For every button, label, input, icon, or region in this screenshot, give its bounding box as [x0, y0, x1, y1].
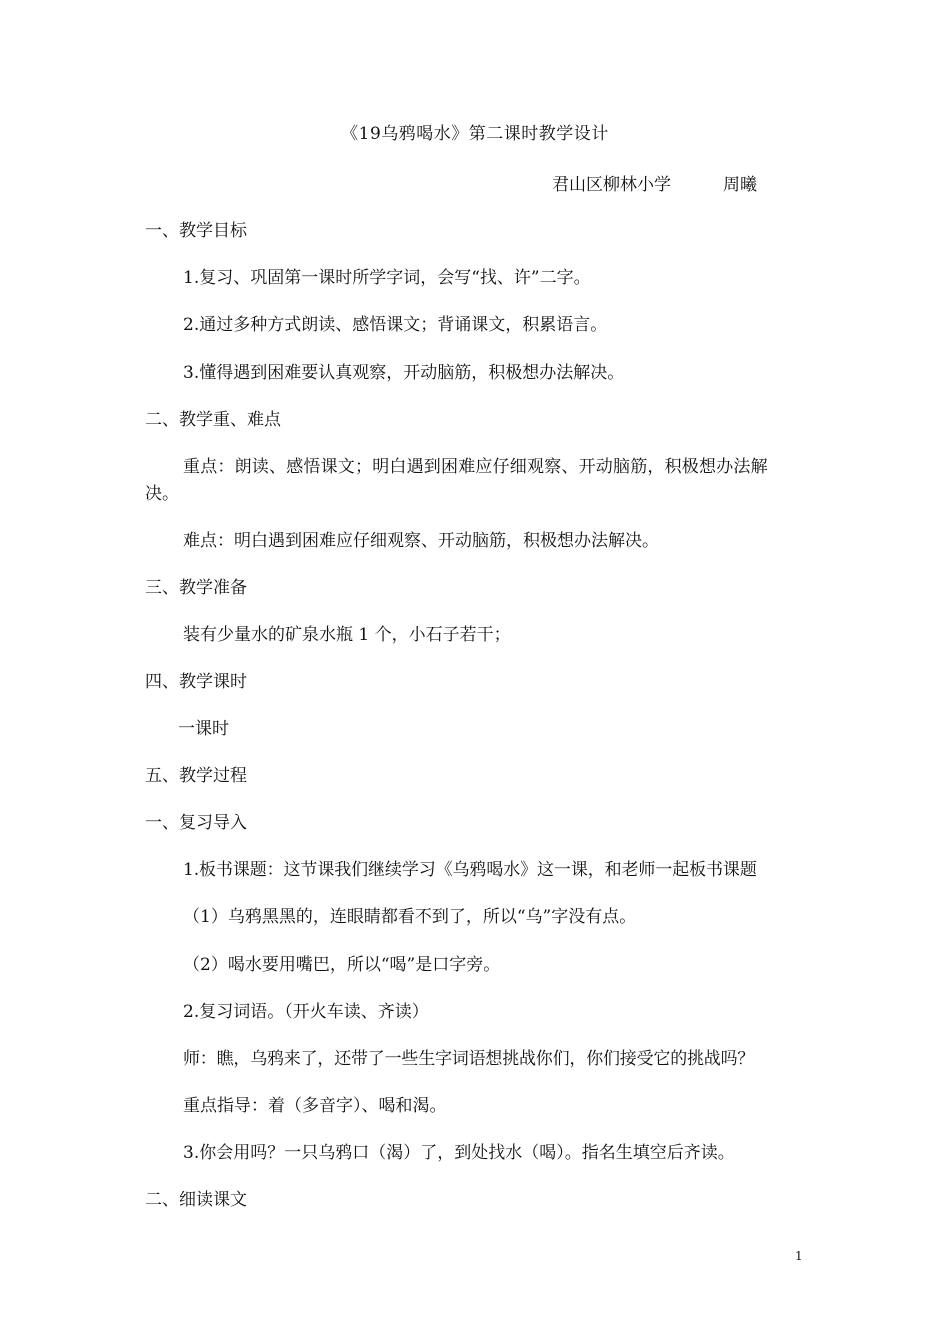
author-name: 周曦	[723, 175, 757, 195]
paragraph: 装有少量水的矿泉水瓶 1 个，小石子若干；	[183, 625, 511, 645]
section-heading: 四、教学课时	[145, 672, 247, 692]
paragraph: 重点指导：着（多音字）、喝和渴。	[183, 1096, 447, 1116]
paragraph: 1.板书课题：这节课我们继续学习《乌鸦喝水》这一课，和老师一起板书课题	[183, 860, 757, 880]
paragraph: （2）喝水要用嘴巴，所以“喝”是口字旁。	[183, 955, 501, 975]
author-line	[552, 174, 757, 196]
paragraph: 3.你会用吗？一只乌鸦口（渴）了，到处找水（喝）。指名生填空后齐读。	[183, 1143, 735, 1163]
section-heading: 三、教学准备	[145, 578, 247, 598]
paragraph: 3.懂得遇到困难要认真观察，开动脑筋，积极想办法解决。	[183, 363, 625, 383]
paragraph: 1.复习、巩固第一课时所学字词，会写“找、许”二字。	[183, 268, 591, 288]
paragraph-continuation: 决。	[145, 484, 179, 504]
section-heading: 一、教学目标	[145, 221, 247, 241]
section-heading: 二、细读课文	[145, 1190, 247, 1210]
paragraph: （1）乌鸦黑黑的，连眼睛都看不到了，所以“乌”字没有点。	[183, 907, 637, 927]
section-heading: 一、复习导入	[145, 813, 247, 833]
page-number: 1	[795, 1249, 803, 1263]
paragraph: 一课时	[178, 719, 229, 739]
paragraph: 2.复习词语。（开火车读、齐读）	[183, 1002, 429, 1022]
paragraph: 师：瞧，乌鸦来了，还带了一些生字词语想挑战你们，你们接受它的挑战吗？	[183, 1049, 755, 1069]
paragraph: 2.通过多种方式朗读、感悟课文；背诵课文，积累语言。	[183, 315, 608, 335]
section-heading: 五、教学过程	[145, 766, 247, 786]
paragraph: 重点：朗读、感悟课文；明白遇到困难应仔细观察、开动脑筋，积极想办法解	[183, 457, 768, 477]
page-title: 《19乌鸦喝水》第二课时教学设计	[341, 124, 609, 144]
section-heading: 二、教学重、难点	[145, 410, 281, 430]
paragraph: 难点：明白遇到困难应仔细观察、开动脑筋，积极想办法解决。	[183, 531, 659, 551]
author-school: 君山区柳林小学	[552, 175, 671, 195]
